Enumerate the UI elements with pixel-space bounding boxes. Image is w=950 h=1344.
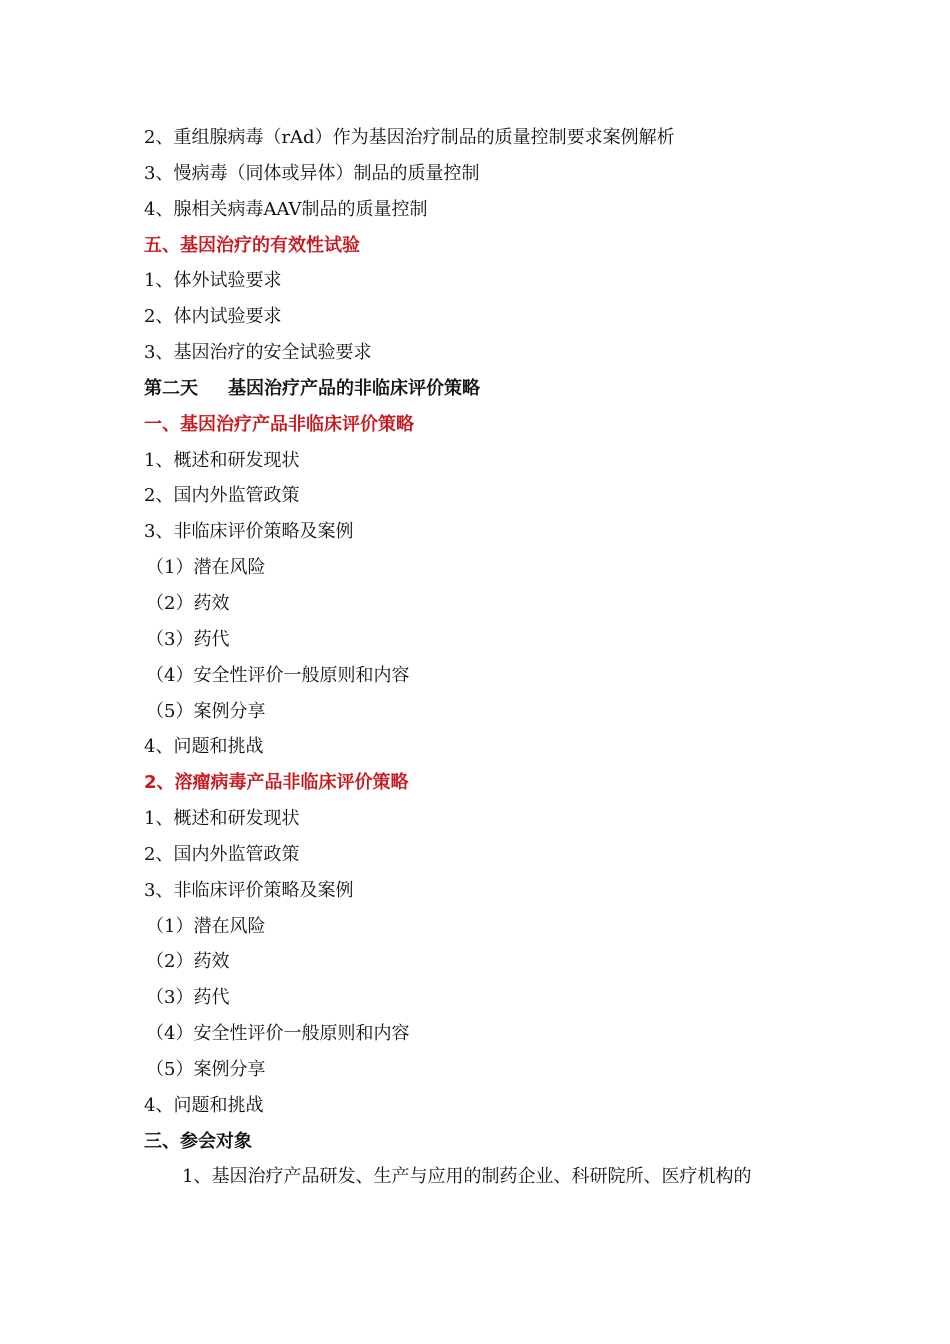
list-item: 3、慢病毒（同体或异体）制品的质量控制 bbox=[144, 162, 480, 184]
list-item: 4、问题和挑战 bbox=[144, 1094, 264, 1116]
sub-list-item: （2）药效 bbox=[146, 592, 230, 614]
section-heading: 三、参会对象 bbox=[144, 1130, 252, 1152]
sub-list-item: （3）药代 bbox=[146, 628, 230, 650]
list-item: 3、非临床评价策略及案例 bbox=[144, 879, 354, 901]
day-label: 第二天 bbox=[144, 377, 198, 399]
sub-list-item: （1）潜在风险 bbox=[146, 915, 266, 937]
sub-list-item: （5）案例分享 bbox=[146, 700, 266, 722]
sub-list-item: （3）药代 bbox=[146, 987, 230, 1009]
list-item: 2、国内外监管政策 bbox=[144, 843, 300, 865]
section-heading: 一、基因治疗产品非临床评价策略 bbox=[144, 413, 414, 435]
list-item: 4、问题和挑战 bbox=[144, 736, 264, 758]
sub-list-item: （4）安全性评价一般原则和内容 bbox=[146, 1023, 410, 1045]
sub-list-item: （2）药效 bbox=[146, 951, 230, 973]
list-item: 2、重组腺病毒（rAd）作为基因治疗制品的质量控制要求案例解析 bbox=[144, 127, 675, 148]
day-title: 基因治疗产品的非临床评价策略 bbox=[228, 377, 480, 399]
document-body bbox=[144, 120, 844, 1195]
list-item: 1、体外试验要求 bbox=[144, 270, 282, 292]
list-item: 3、基因治疗的安全试验要求 bbox=[144, 342, 372, 364]
section-heading: 2、溶瘤病毒产品非临床评价策略 bbox=[144, 772, 409, 794]
sub-list-item: （4）安全性评价一般原则和内容 bbox=[146, 664, 410, 686]
list-item: 1、概述和研发现状 bbox=[144, 449, 300, 471]
sub-list-item: （5）案例分享 bbox=[146, 1058, 266, 1080]
day-heading bbox=[144, 371, 844, 407]
sub-list-item: （1）潜在风险 bbox=[146, 557, 266, 579]
list-item: 2、体内试验要求 bbox=[144, 306, 282, 328]
paragraph-start: 1、基因治疗产品研发、生产与应用的制药企业、科研院所、医疗机构的 bbox=[182, 1166, 752, 1188]
list-item: 2、国内外监管政策 bbox=[144, 485, 300, 507]
list-item: 3、非临床评价策略及案例 bbox=[144, 521, 354, 543]
section-heading: 五、基因治疗的有效性试验 bbox=[144, 234, 360, 256]
list-item: 1、概述和研发现状 bbox=[144, 808, 300, 830]
list-item: 4、腺相关病毒AAV制品的质量控制 bbox=[144, 198, 428, 220]
